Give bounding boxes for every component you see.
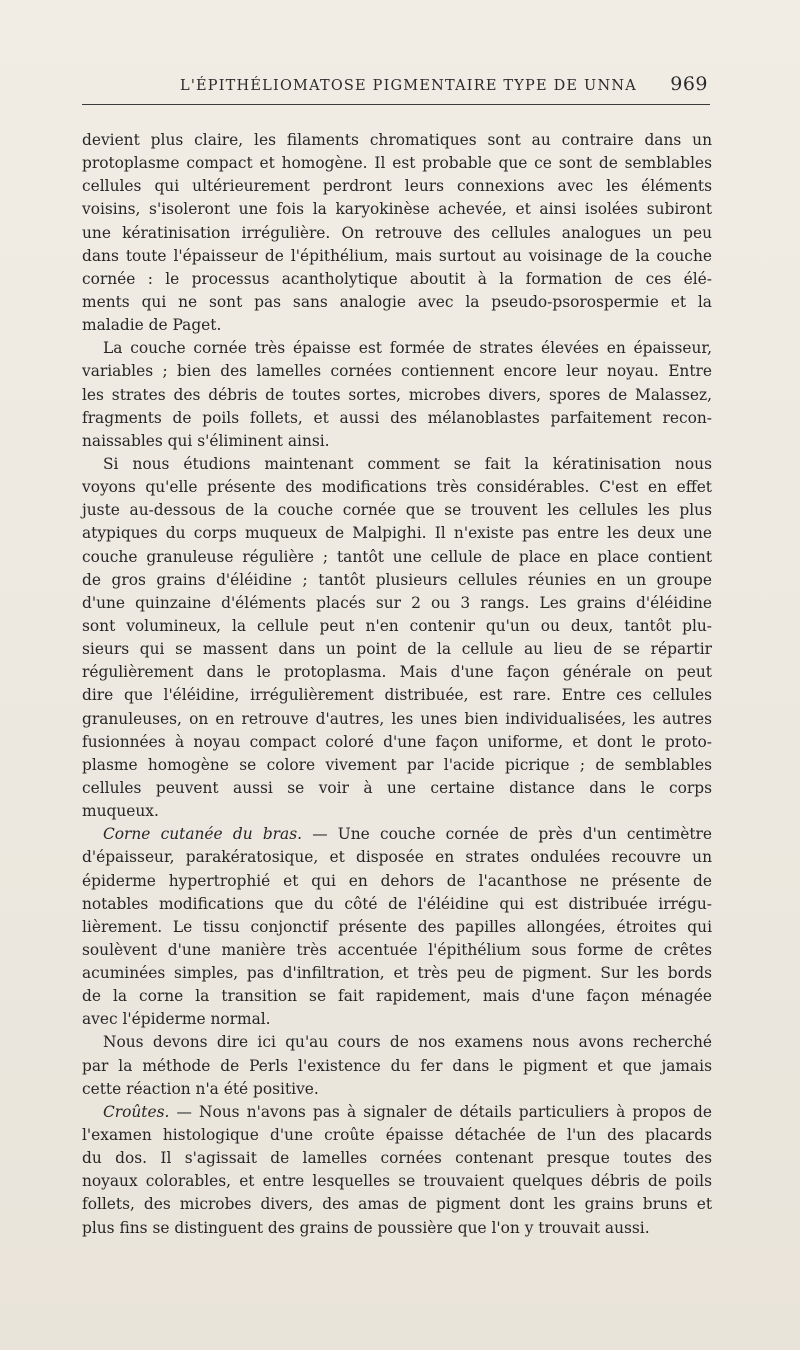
paragraph-5	[82, 1031, 712, 1100]
text-line: La couche cornée très épaisse est formée de strates élevées en épaisseur,	[103, 339, 712, 358]
text-line: sont volumineux, la cellule peut n'en contenir qu'un ou deux, tantôt plu-	[82, 616, 712, 635]
text-line: épiderme hypertrophié et qui en dehors de l'acanthose ne présente de	[82, 871, 712, 890]
text-line: cellules peuvent aussi se voir à une certaine distance dans le corps	[82, 778, 712, 797]
text-line: d'épaisseur, parakératosique, et disposée en strates ondulées recouvre un	[82, 848, 712, 867]
text-line: cette réaction n'a été positive.	[82, 1079, 319, 1098]
text-line: atypiques du corps muqueux de Malpighi. Il n'existe pas entre les deux une	[82, 524, 712, 543]
text-line	[82, 823, 712, 846]
text-line: voisins, s'isoleront une fois la karyokinèse achevée, et ainsi isolées subiront	[82, 200, 712, 219]
text-line: muqueux.	[82, 802, 159, 821]
header-rule	[82, 104, 710, 105]
paragraph-3	[82, 453, 712, 823]
text-segment: — Nous n'avons pas à signaler de détails particuliers à propos de	[169, 1102, 712, 1121]
paragraph-2	[82, 337, 712, 453]
text-segment: — Une couche cornée de près d'un centimètre	[302, 825, 713, 844]
text-line: de gros grains d'éléidine ; tantôt plusieurs cellules réunies en un groupe	[82, 570, 712, 589]
text-line: protoplasme compact et homogène. Il est probable que ce sont de semblables	[82, 154, 712, 173]
text-line: naissables qui s'éliminent ainsi.	[82, 431, 330, 450]
page-header	[82, 70, 710, 102]
text-line: soulèvent d'une manière très accentuée l'épithélium sous forme de crêtes	[82, 940, 712, 959]
body-text	[82, 129, 712, 1240]
text-line: lièrement. Le tissu conjonctif présente des papilles allongées, étroites qui	[82, 917, 712, 936]
text-line	[82, 1101, 712, 1124]
text-line: variables ; bien des lamelles cornées contiennent encore leur noyau. Entre	[82, 362, 712, 381]
text-line: de la corne la transition se fait rapidement, mais d'une façon ménagée	[82, 987, 712, 1006]
text-line: follets, des microbes divers, des amas de pigment dont les grains bruns et	[82, 1195, 712, 1214]
text-line: cellules qui ultérieurement perdront leurs connexions avec les éléments	[82, 177, 712, 196]
text-line: du dos. Il s'agissait de lamelles cornées contenant presque toutes des	[82, 1149, 712, 1168]
paragraph-4	[82, 823, 712, 1031]
text-line: dire que l'éléidine, irrégulièrement distribuée, est rare. Entre ces cellules	[82, 686, 712, 705]
text-line: avec l'épiderme normal.	[82, 1010, 271, 1029]
text-line: fusionnées à noyau compact coloré d'une façon uniforme, et dont le proto-	[82, 732, 712, 751]
text-line: cornée : le processus acantholytique aboutit à la formation de ces élé-	[82, 269, 712, 288]
text-line: ments qui ne sont pas sans analogie avec la pseudo-psorospermie et la	[82, 292, 712, 311]
text-line: juste au-dessous de la couche cornée que se trouvent les cellules les plus	[82, 501, 712, 520]
text-line: l'examen histologique d'une croûte épaisse détachée de l'un des placards	[82, 1126, 712, 1145]
text-line: dans toute l'épaisseur de l'épithélium, mais surtout au voisinage de la couche	[82, 246, 712, 265]
section-heading-corne: Corne cutanée du bras.	[103, 825, 302, 844]
text-line: plasme homogène se colore vivement par l'acide picrique ; de semblables	[82, 755, 712, 774]
running-title: L'ÉPITHÉLIOMATOSE PIGMENTAIRE TYPE DE UNNA	[180, 78, 637, 94]
page-number: 969	[670, 73, 708, 95]
text-line: granuleuses, on en retrouve d'autres, les unes bien individualisées, les autres	[82, 709, 712, 728]
paragraph-6	[82, 1101, 712, 1240]
text-line: couche granuleuse régulière ; tantôt une cellule de place en place contient	[82, 547, 712, 566]
text-line: sieurs qui se massent dans un point de la cellule au lieu de se répartir	[82, 640, 712, 659]
paragraph-1	[82, 129, 712, 337]
text-line: Si nous étudions maintenant comment se fait la kératinisation nous	[103, 454, 712, 473]
text-line: notables modifications que du côté de l'éléidine qui est distribuée irrégu-	[82, 894, 712, 913]
text-line: noyaux colorables, et entre lesquelles se trouvaient quelques débris de poils	[82, 1172, 712, 1191]
text-line: fragments de poils follets, et aussi des mélanoblastes parfaitement recon-	[82, 408, 712, 427]
section-heading-croutes: Croûtes.	[103, 1102, 170, 1121]
text-line: acuminées simples, pas d'infiltration, et très peu de pigment. Sur les bords	[82, 964, 712, 983]
text-line: régulièrement dans le protoplasma. Mais d'une façon générale on peut	[82, 663, 712, 682]
text-line: plus fins se distinguent des grains de poussière que l'on y trouvait aussi.	[82, 1218, 650, 1237]
text-line: par la méthode de Perls l'existence du fer dans le pigment et que jamais	[82, 1056, 712, 1075]
text-line: devient plus claire, les filaments chromatiques sont au contraire dans un	[82, 131, 712, 149]
text-line: maladie de Paget.	[82, 316, 222, 335]
text-line: d'une quinzaine d'éléments placés sur 2 ou 3 rangs. Les grains d'éléidine	[82, 593, 712, 612]
text-line: une kératinisation irrégulière. On retrouve des cellules analogues un peu	[82, 223, 712, 242]
text-line: les strates des débris de toutes sortes, microbes divers, spores de Malassez,	[82, 385, 712, 404]
text-line: voyons qu'elle présente des modifications très considérables. C'est en effet	[82, 478, 712, 497]
text-line: Nous devons dire ici qu'au cours de nos examens nous avons recherché	[103, 1033, 712, 1052]
